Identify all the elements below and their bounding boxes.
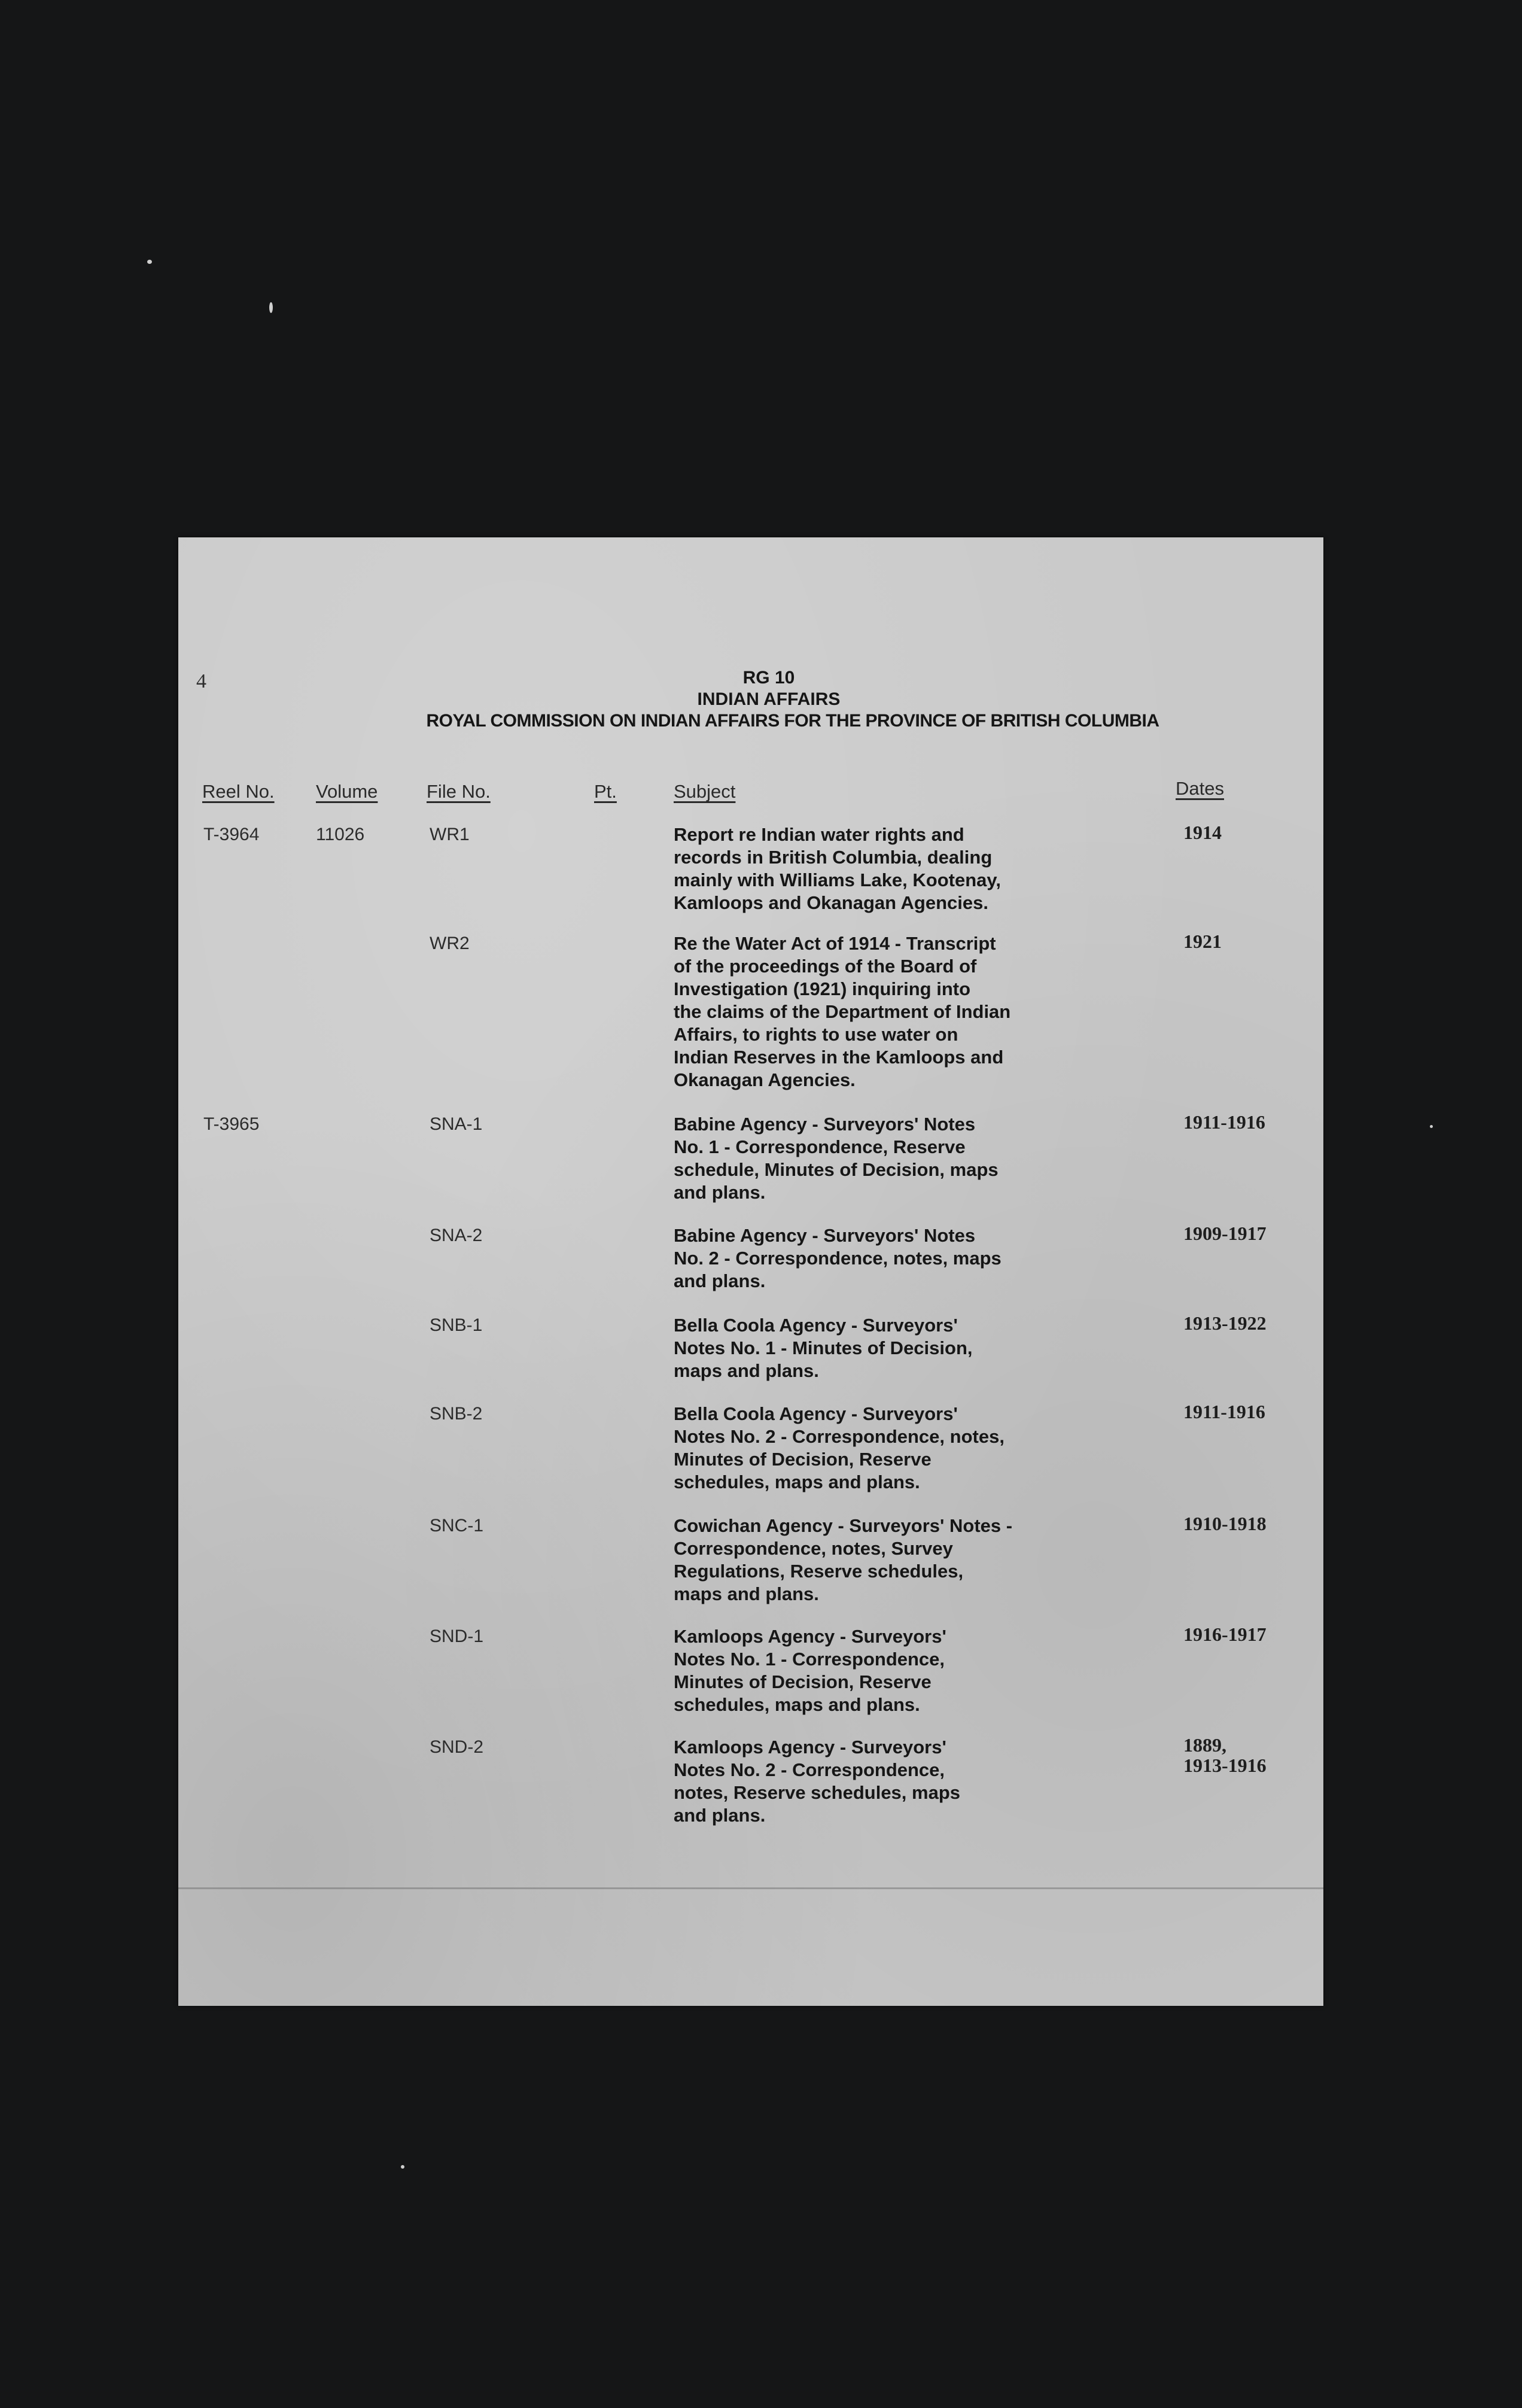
subject-text [674, 1113, 1092, 1204]
subject-line: Bella Coola Agency - Surveyors' [674, 1403, 958, 1424]
date-line: 1911-1916 [1183, 1111, 1265, 1133]
subject-line: Correspondence, notes, Survey [674, 1538, 953, 1559]
subject-line: Cowichan Agency - Surveyors' Notes - [674, 1515, 1013, 1536]
subject-line: Babine Agency - Surveyors' Notes [674, 1114, 976, 1135]
volume-number: 11026 [316, 825, 365, 844]
subject-line: Minutes of Decision, Reserve [674, 1449, 932, 1470]
column-header-file: File No. [427, 781, 491, 802]
date-line: 1913-1922 [1183, 1312, 1267, 1334]
subject-line: Okanagan Agencies. [674, 1069, 856, 1090]
record-group-title: RG 10 [742, 668, 795, 688]
subject-line: Kamloops and Okanagan Agencies. [674, 892, 988, 913]
subject-text [674, 1625, 1092, 1716]
file-number: WR1 [430, 825, 470, 844]
date-range [1183, 822, 1222, 843]
document-page [178, 537, 1323, 2006]
date-line: 1913-1916 [1183, 1755, 1267, 1776]
subject-line: Kamloops Agency - Surveyors' [674, 1626, 946, 1647]
reel-number: T-3965 [203, 1114, 260, 1134]
subject-line: Investigation (1921) inquiring into [674, 978, 971, 999]
file-number: SNB-1 [430, 1315, 483, 1335]
subject-line: and plans. [674, 1805, 766, 1826]
date-range [1183, 1112, 1265, 1132]
date-line: 1916-1917 [1183, 1623, 1267, 1645]
subject-line: of the proceedings of the Board of [674, 956, 977, 977]
film-speck [401, 2165, 404, 2169]
date-range [1183, 1313, 1267, 1333]
column-header-reel: Reel No. [202, 781, 275, 802]
subject-line: maps and plans. [674, 1360, 819, 1381]
file-number: SNC-1 [430, 1516, 484, 1536]
subject-line: Regulations, Reserve schedules, [674, 1561, 964, 1582]
subject-line: records in British Columbia, dealing [674, 847, 993, 868]
subject-line: No. 2 - Correspondence, notes, maps [674, 1248, 1002, 1269]
column-header-part: Pt. [594, 781, 617, 802]
subject-line: No. 1 - Correspondence, Reserve [674, 1136, 966, 1157]
reel-number: T-3964 [203, 825, 260, 844]
date-line: 1910-1918 [1183, 1513, 1267, 1534]
subject-line: mainly with Williams Lake, Kootenay, [674, 869, 1001, 890]
department-title: INDIAN AFFAIRS [697, 689, 841, 709]
subject-line: schedule, Minutes of Decision, maps [674, 1159, 999, 1180]
file-number: SND-2 [430, 1737, 484, 1757]
subject-line: schedules, maps and plans. [674, 1694, 920, 1715]
subject-line: Report re Indian water rights and [674, 824, 964, 845]
date-range [1183, 931, 1222, 951]
subject-line: Bella Coola Agency - Surveyors' [674, 1315, 958, 1336]
date-line: 1911-1916 [1183, 1401, 1265, 1422]
subject-text [674, 823, 1092, 914]
date-line: 1914 [1183, 822, 1222, 843]
subject-line: Kamloops Agency - Surveyors' [674, 1737, 946, 1758]
date-line: 1909-1917 [1183, 1223, 1267, 1244]
subject-line: schedules, maps and plans. [674, 1471, 920, 1492]
subject-text [674, 1314, 1092, 1382]
date-line: 1889, [1183, 1734, 1226, 1756]
subject-line: Notes No. 2 - Correspondence, [674, 1759, 945, 1780]
subject-line: Babine Agency - Surveyors' Notes [674, 1225, 976, 1246]
file-number: SNB-2 [430, 1404, 483, 1424]
file-number: SND-1 [430, 1626, 484, 1646]
subject-line: notes, Reserve schedules, maps [674, 1782, 961, 1803]
date-range [1183, 1624, 1267, 1644]
date-range [1183, 1401, 1265, 1422]
subject-line: the claims of the Department of Indian [674, 1001, 1011, 1022]
column-header-volume: Volume [316, 781, 378, 802]
subject-line: and plans. [674, 1182, 766, 1203]
subject-line: Affairs, to rights to use water on [674, 1024, 958, 1045]
subject-text [674, 932, 1092, 1091]
subject-line: Minutes of Decision, Reserve [674, 1671, 932, 1692]
subject-line: Notes No. 2 - Correspondence, notes, [674, 1426, 1004, 1447]
subject-line: and plans. [674, 1270, 766, 1291]
film-speck [269, 302, 273, 313]
subject-text [674, 1403, 1092, 1494]
subject-line: Indian Reserves in the Kamloops and [674, 1047, 1004, 1068]
subject-text [674, 1224, 1092, 1293]
date-range [1183, 1735, 1267, 1775]
file-number: SNA-2 [430, 1226, 483, 1245]
subject-text [674, 1515, 1092, 1606]
subject-line: Notes No. 1 - Correspondence, [674, 1649, 945, 1670]
film-speck [147, 260, 152, 264]
subject-line: Re the Water Act of 1914 - Transcript [674, 933, 996, 954]
date-range [1183, 1513, 1267, 1534]
column-header-subject: Subject [674, 781, 736, 802]
file-number: SNA-1 [430, 1114, 483, 1134]
page-crease [178, 1887, 1323, 1889]
margin-mark: 4 [196, 670, 206, 692]
film-speck [1430, 1125, 1433, 1128]
date-range [1183, 1223, 1267, 1243]
subject-line: maps and plans. [674, 1583, 819, 1604]
date-line: 1921 [1183, 931, 1222, 952]
commission-title: ROYAL COMMISSION ON INDIAN AFFAIRS FOR THE PROVINCE OF BRITISH COLUMBIA [426, 711, 1159, 731]
subject-text [674, 1736, 1092, 1827]
file-number: WR2 [430, 934, 470, 953]
subject-line: Notes No. 1 - Minutes of Decision, [674, 1337, 973, 1358]
column-header-dates: Dates [1176, 778, 1224, 799]
